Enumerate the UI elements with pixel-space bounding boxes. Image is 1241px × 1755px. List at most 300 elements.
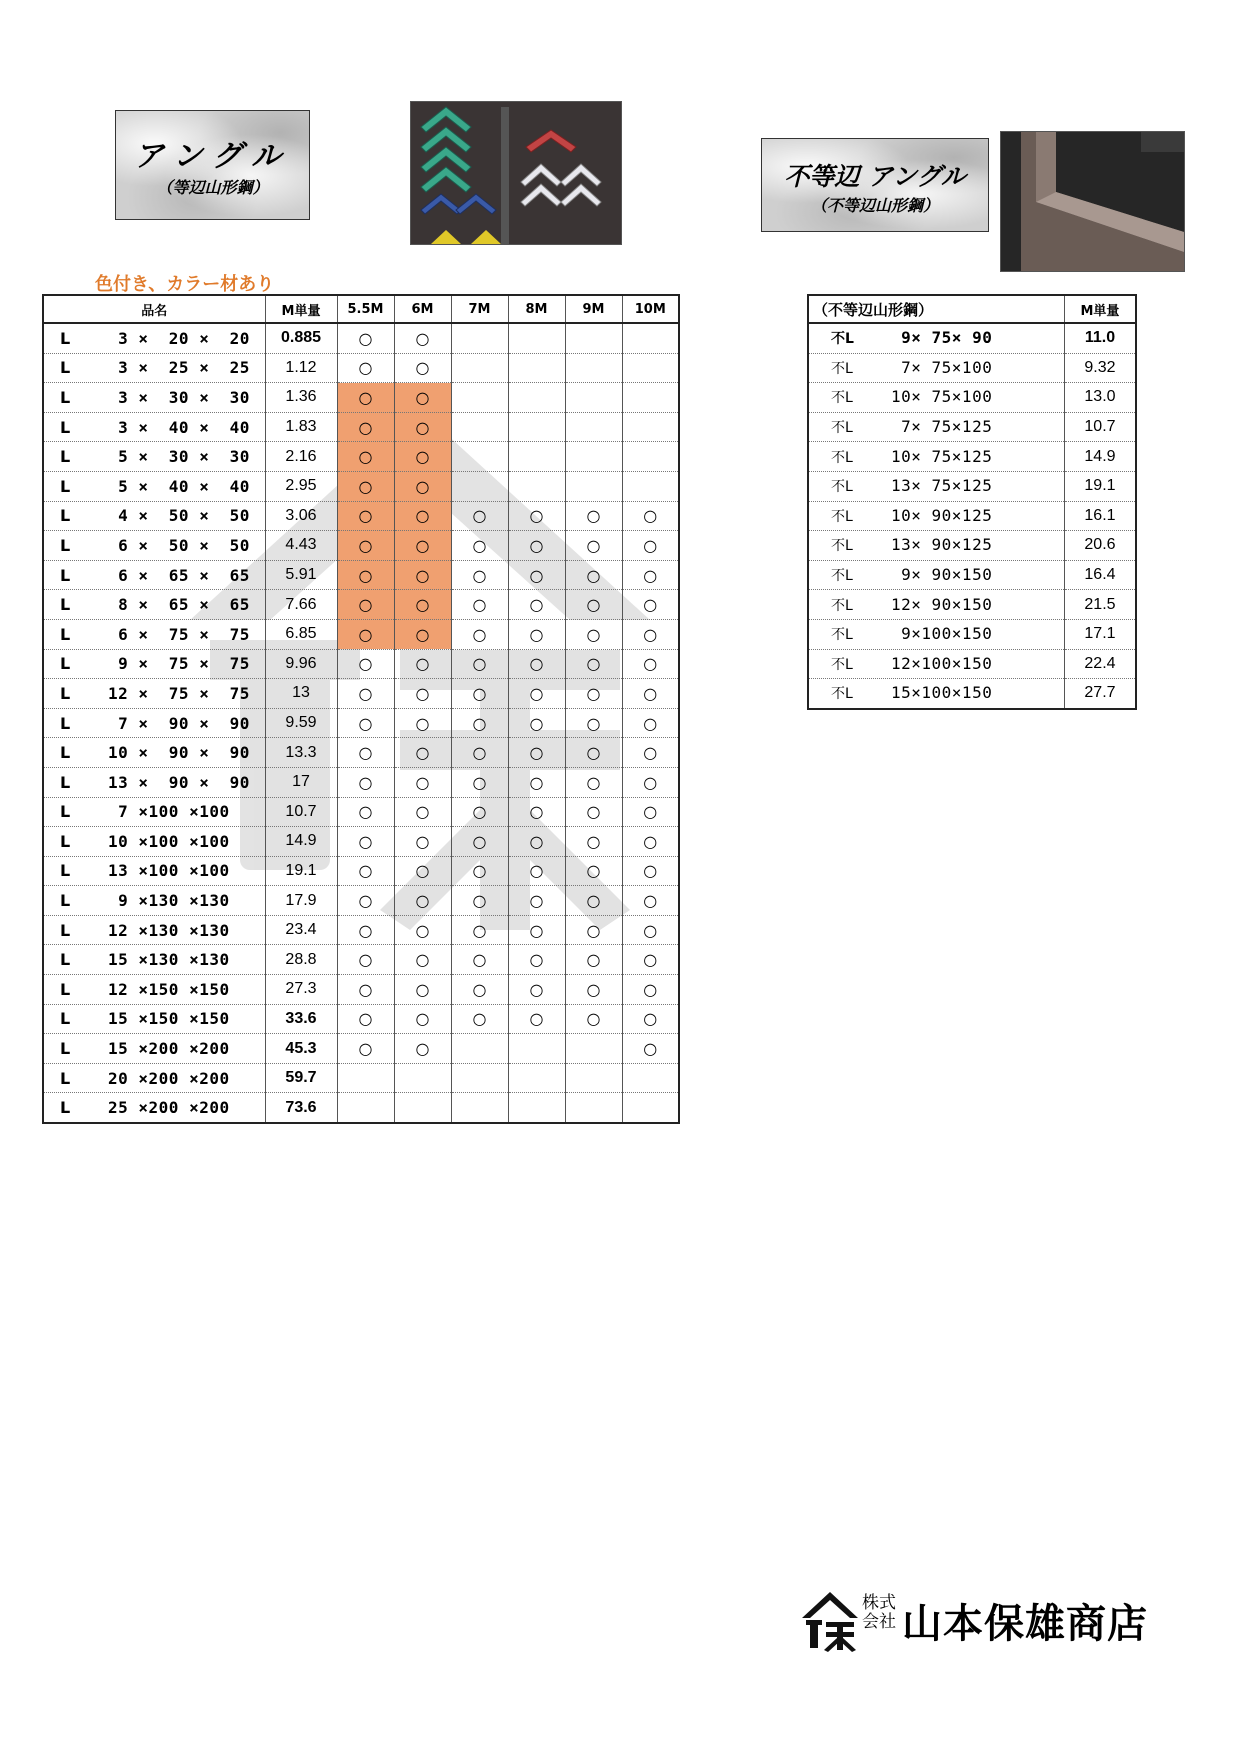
product-dimensions: 9 × 75 × 75 — [108, 654, 250, 674]
product-type: L — [60, 920, 71, 940]
availability-cell: ○ — [394, 442, 451, 472]
product-name-cell — [808, 679, 1064, 709]
product-dimensions: 6 × 50 × 50 — [108, 535, 250, 555]
company-logo — [800, 1588, 1180, 1658]
product-name-cell — [43, 886, 265, 916]
availability-cell: ○ — [394, 619, 451, 649]
product-dimensions: 9× 75× 90 — [891, 328, 993, 348]
availability-cell: ○ — [451, 945, 508, 975]
header-7m: 7M — [451, 295, 508, 323]
product-name-cell — [43, 915, 265, 945]
availability-cell: ○ — [565, 649, 622, 679]
product-name-cell — [808, 442, 1064, 472]
product-type: L — [60, 624, 71, 644]
product-type: 不L — [831, 390, 853, 407]
availability-cell: ○ — [337, 975, 394, 1005]
availability-cell: ○ — [622, 1004, 679, 1034]
availability-cell: ○ — [508, 886, 565, 916]
availability-cell: ○ — [337, 945, 394, 975]
product-type: L — [60, 891, 71, 911]
availability-cell — [508, 1093, 565, 1123]
table-row — [43, 590, 679, 620]
product-dimensions: 3 × 20 × 20 — [108, 328, 250, 348]
availability-cell — [451, 323, 508, 353]
product-name-cell — [43, 975, 265, 1005]
availability-cell: ○ — [394, 945, 451, 975]
product-dimensions: 7× 75×125 — [891, 417, 993, 437]
unit-weight: 9.59 — [265, 708, 337, 738]
availability-cell: ○ — [337, 383, 394, 413]
availability-cell — [337, 1093, 394, 1123]
availability-cell: ○ — [394, 531, 451, 561]
product-type: 不L — [831, 508, 853, 525]
header-name: 品名 — [43, 295, 265, 323]
availability-cell: ○ — [451, 797, 508, 827]
availability-cell: ○ — [565, 797, 622, 827]
table-row — [43, 767, 679, 797]
table-row — [808, 412, 1136, 442]
availability-cell: ○ — [394, 679, 451, 709]
availability-cell — [508, 471, 565, 501]
product-type: L — [60, 1009, 71, 1029]
unit-weight: 45.3 — [265, 1034, 337, 1064]
unit-weight: 11.0 — [1064, 323, 1136, 353]
product-type: L — [60, 595, 71, 615]
table-row — [43, 412, 679, 442]
product-name-cell — [43, 412, 265, 442]
availability-cell — [565, 1063, 622, 1093]
availability-cell: ○ — [451, 590, 508, 620]
product-type: 不L — [831, 686, 853, 703]
product-dimensions: 9 ×130 ×130 — [108, 891, 230, 911]
product-dimensions: 12 ×130 ×130 — [108, 920, 230, 940]
availability-cell: ○ — [337, 738, 394, 768]
availability-cell: ○ — [394, 353, 451, 383]
product-type: L — [60, 1098, 71, 1118]
availability-cell: ○ — [394, 323, 451, 353]
availability-cell: ○ — [508, 619, 565, 649]
availability-cell: ○ — [622, 827, 679, 857]
availability-cell: ○ — [337, 886, 394, 916]
availability-cell: ○ — [337, 856, 394, 886]
table-row — [808, 383, 1136, 413]
unit-weight: 10.7 — [265, 797, 337, 827]
product-type: L — [60, 831, 71, 851]
table-row — [43, 649, 679, 679]
availability-cell: ○ — [337, 471, 394, 501]
product-name-cell — [43, 471, 265, 501]
availability-cell: ○ — [337, 649, 394, 679]
unit-weight: 73.6 — [265, 1093, 337, 1123]
availability-cell: ○ — [565, 708, 622, 738]
product-dimensions: 5 × 30 × 30 — [108, 447, 250, 467]
availability-cell: ○ — [565, 915, 622, 945]
unit-weight: 13.3 — [265, 738, 337, 768]
availability-cell: ○ — [337, 353, 394, 383]
availability-cell: ○ — [451, 886, 508, 916]
header-10m: 10M — [622, 295, 679, 323]
availability-cell — [508, 353, 565, 383]
availability-cell — [622, 323, 679, 353]
availability-cell: ○ — [565, 1004, 622, 1034]
product-dimensions: 10× 75×100 — [891, 387, 993, 407]
availability-cell — [565, 471, 622, 501]
product-dimensions: 15 ×150 ×150 — [108, 1009, 230, 1029]
availability-cell — [622, 383, 679, 413]
product-type: 不L — [831, 449, 853, 466]
product-type: 不L — [831, 627, 853, 644]
unit-weight: 28.8 — [265, 945, 337, 975]
availability-cell: ○ — [337, 590, 394, 620]
table-row — [808, 353, 1136, 383]
company-type-label — [862, 1594, 902, 1632]
availability-cell: ○ — [622, 975, 679, 1005]
unit-weight: 14.9 — [1064, 442, 1136, 472]
product-type: 不L — [831, 479, 853, 496]
product-dimensions: 20 ×200 ×200 — [108, 1068, 230, 1088]
product-name-cell — [43, 353, 265, 383]
availability-cell: ○ — [337, 412, 394, 442]
unit-weight: 9.32 — [1064, 353, 1136, 383]
table-row — [43, 945, 679, 975]
product-dimensions: 10× 90×125 — [891, 505, 993, 525]
table-row — [43, 471, 679, 501]
product-type: L — [60, 447, 71, 467]
availability-cell — [451, 1034, 508, 1064]
availability-cell — [565, 442, 622, 472]
availability-cell: ○ — [508, 827, 565, 857]
product-name-cell — [43, 501, 265, 531]
availability-cell: ○ — [337, 915, 394, 945]
product-type: 不L — [831, 420, 853, 437]
unequal-table-header-row — [808, 295, 1136, 323]
product-type: L — [60, 979, 71, 999]
table-row — [43, 679, 679, 709]
table-row — [43, 442, 679, 472]
colored-angle-photo — [410, 101, 622, 245]
availability-cell — [622, 471, 679, 501]
product-name-cell — [43, 945, 265, 975]
product-dimensions: 13 ×100 ×100 — [108, 861, 230, 881]
product-name-cell — [43, 767, 265, 797]
product-type: L — [60, 802, 71, 822]
availability-cell — [451, 471, 508, 501]
availability-cell — [622, 1063, 679, 1093]
table-row — [808, 619, 1136, 649]
availability-cell: ○ — [337, 767, 394, 797]
availability-cell: ○ — [565, 590, 622, 620]
unit-weight: 17.9 — [265, 886, 337, 916]
unit-weight: 16.1 — [1064, 501, 1136, 531]
product-type: L — [60, 772, 71, 792]
availability-cell — [622, 1093, 679, 1123]
product-dimensions: 13× 90×125 — [891, 535, 993, 555]
availability-cell: ○ — [622, 531, 679, 561]
table-row — [808, 560, 1136, 590]
availability-cell: ○ — [451, 649, 508, 679]
availability-cell: ○ — [394, 975, 451, 1005]
unit-weight: 6.85 — [265, 619, 337, 649]
availability-cell: ○ — [337, 708, 394, 738]
availability-cell: ○ — [394, 915, 451, 945]
product-dimensions: 15 ×200 ×200 — [108, 1039, 230, 1059]
product-dimensions: 12×100×150 — [891, 653, 993, 673]
availability-cell: ○ — [622, 560, 679, 590]
availability-cell: ○ — [565, 767, 622, 797]
unequal-angle-title-plaque — [761, 138, 989, 232]
availability-cell: ○ — [394, 1034, 451, 1064]
product-dimensions: 10× 75×125 — [891, 446, 993, 466]
availability-cell: ○ — [337, 442, 394, 472]
availability-cell: ○ — [451, 501, 508, 531]
availability-cell — [451, 1093, 508, 1123]
product-name-cell — [43, 679, 265, 709]
header-9m: 9M — [565, 295, 622, 323]
availability-cell: ○ — [508, 531, 565, 561]
unit-weight: 3.06 — [265, 501, 337, 531]
unit-weight: 17.1 — [1064, 619, 1136, 649]
availability-cell: ○ — [508, 738, 565, 768]
availability-cell: ○ — [622, 767, 679, 797]
availability-cell: ○ — [451, 915, 508, 945]
unit-weight: 10.7 — [1064, 412, 1136, 442]
availability-cell — [508, 383, 565, 413]
unit-weight: 14.9 — [265, 827, 337, 857]
product-name-cell — [43, 619, 265, 649]
unit-weight: 16.4 — [1064, 560, 1136, 590]
availability-cell: ○ — [337, 1004, 394, 1034]
availability-cell: ○ — [337, 1034, 394, 1064]
availability-cell: ○ — [622, 1034, 679, 1064]
unit-weight: 23.4 — [265, 915, 337, 945]
availability-cell: ○ — [394, 412, 451, 442]
equal-angle-table — [42, 294, 680, 1124]
availability-cell: ○ — [508, 649, 565, 679]
availability-cell: ○ — [451, 856, 508, 886]
availability-cell: ○ — [337, 797, 394, 827]
product-name-cell — [43, 738, 265, 768]
table-row — [43, 1063, 679, 1093]
availability-cell — [565, 1093, 622, 1123]
availability-cell: ○ — [508, 1004, 565, 1034]
availability-cell: ○ — [451, 679, 508, 709]
product-type: L — [60, 1039, 71, 1059]
availability-cell: ○ — [394, 471, 451, 501]
table-row — [808, 471, 1136, 501]
product-dimensions: 7× 75×100 — [891, 357, 993, 377]
availability-cell: ○ — [508, 856, 565, 886]
availability-cell: ○ — [565, 856, 622, 886]
availability-cell: ○ — [508, 767, 565, 797]
availability-cell — [565, 323, 622, 353]
product-name-cell — [43, 1093, 265, 1123]
company-name: 山本保雄商店 — [902, 1600, 1148, 1647]
availability-cell: ○ — [337, 827, 394, 857]
availability-cell: ○ — [508, 679, 565, 709]
table-row — [808, 531, 1136, 561]
availability-cell — [622, 442, 679, 472]
product-name-cell — [808, 531, 1064, 561]
availability-cell: ○ — [394, 797, 451, 827]
availability-cell: ○ — [394, 501, 451, 531]
availability-cell — [451, 1063, 508, 1093]
availability-cell: ○ — [565, 886, 622, 916]
product-type: L — [60, 743, 71, 763]
availability-cell: ○ — [451, 738, 508, 768]
availability-cell: ○ — [622, 738, 679, 768]
availability-cell — [451, 442, 508, 472]
product-type: L — [60, 713, 71, 733]
product-dimensions: 13 × 90 × 90 — [108, 772, 250, 792]
table-row — [43, 975, 679, 1005]
company-crest-icon — [800, 1590, 860, 1652]
product-type: 不L — [831, 656, 853, 673]
availability-cell: ○ — [508, 708, 565, 738]
table-row — [43, 915, 679, 945]
availability-cell: ○ — [451, 827, 508, 857]
availability-cell: ○ — [394, 560, 451, 590]
product-dimensions: 6 × 65 × 65 — [108, 565, 250, 585]
availability-cell: ○ — [451, 708, 508, 738]
availability-cell: ○ — [622, 797, 679, 827]
unit-weight: 4.43 — [265, 531, 337, 561]
product-name-cell — [808, 471, 1064, 501]
unit-weight: 21.5 — [1064, 590, 1136, 620]
table-row — [808, 590, 1136, 620]
availability-cell — [565, 1034, 622, 1064]
product-type: 不L — [831, 597, 853, 614]
availability-cell — [565, 383, 622, 413]
product-name-cell — [808, 649, 1064, 679]
product-name-cell — [43, 560, 265, 590]
product-name-cell — [43, 590, 265, 620]
product-name-cell — [808, 412, 1064, 442]
angle-bars-image-icon — [411, 102, 621, 244]
product-type: 不L — [831, 331, 854, 348]
table-row — [808, 323, 1136, 353]
table-row — [43, 501, 679, 531]
unit-weight: 33.6 — [265, 1004, 337, 1034]
product-name-cell — [43, 383, 265, 413]
table-row — [808, 501, 1136, 531]
unit-weight: 0.885 — [265, 323, 337, 353]
availability-cell — [508, 1034, 565, 1064]
product-dimensions: 10 ×100 ×100 — [108, 831, 230, 851]
availability-cell: ○ — [622, 856, 679, 886]
product-name-cell — [808, 323, 1064, 353]
product-name-cell — [808, 383, 1064, 413]
table-row — [43, 619, 679, 649]
equal-angle-title-plaque — [115, 110, 310, 220]
product-type: L — [60, 387, 71, 407]
unit-weight: 22.4 — [1064, 649, 1136, 679]
availability-cell: ○ — [394, 708, 451, 738]
availability-cell — [394, 1063, 451, 1093]
table-row — [43, 1093, 679, 1123]
company-type-top: 株式 — [862, 1593, 896, 1613]
product-name-cell — [43, 1063, 265, 1093]
unit-weight: 1.83 — [265, 412, 337, 442]
availability-cell: ○ — [565, 827, 622, 857]
product-dimensions: 15 ×130 ×130 — [108, 950, 230, 970]
product-name-cell — [43, 1034, 265, 1064]
product-dimensions: 13× 75×125 — [891, 476, 993, 496]
availability-cell: ○ — [451, 531, 508, 561]
availability-cell: ○ — [622, 501, 679, 531]
product-type: L — [60, 1068, 71, 1088]
availability-cell: ○ — [394, 886, 451, 916]
table-row — [43, 886, 679, 916]
unit-weight: 9.96 — [265, 649, 337, 679]
availability-cell: ○ — [622, 886, 679, 916]
availability-cell — [622, 412, 679, 442]
unequal-header-weight: M単量 — [1064, 295, 1136, 323]
availability-cell: ○ — [394, 767, 451, 797]
unit-weight: 19.1 — [265, 856, 337, 886]
product-type: L — [60, 506, 71, 526]
product-type: L — [60, 654, 71, 674]
product-name-cell — [808, 501, 1064, 531]
availability-cell: ○ — [451, 1004, 508, 1034]
unequal-angle-image-icon — [1001, 132, 1184, 271]
product-dimensions: 12 ×150 ×150 — [108, 979, 230, 999]
unit-weight: 1.36 — [265, 383, 337, 413]
table-row — [43, 323, 679, 353]
availability-cell: ○ — [337, 619, 394, 649]
unequal-angle-title: 不等辺 アングル — [784, 162, 966, 191]
table-row — [43, 856, 679, 886]
unit-weight: 27.7 — [1064, 679, 1136, 709]
availability-cell: ○ — [565, 975, 622, 1005]
availability-cell: ○ — [337, 501, 394, 531]
availability-cell — [451, 353, 508, 383]
availability-cell: ○ — [622, 649, 679, 679]
availability-cell — [565, 412, 622, 442]
color-material-note: 色付き、カラー材あり — [95, 274, 275, 295]
unequal-angle-subtitle: （不等辺山形鋼） — [810, 196, 939, 215]
unit-weight: 2.95 — [265, 471, 337, 501]
product-name-cell — [43, 708, 265, 738]
availability-cell: ○ — [451, 560, 508, 590]
unit-weight: 7.66 — [265, 590, 337, 620]
availability-cell: ○ — [394, 827, 451, 857]
product-name-cell — [43, 442, 265, 472]
availability-cell: ○ — [508, 797, 565, 827]
equal-angle-subtitle: （等辺山形鋼） — [156, 178, 269, 197]
availability-cell: ○ — [565, 560, 622, 590]
availability-cell: ○ — [508, 501, 565, 531]
availability-cell: ○ — [565, 945, 622, 975]
product-name-cell — [808, 560, 1064, 590]
availability-cell: ○ — [622, 679, 679, 709]
product-name-cell — [43, 649, 265, 679]
product-name-cell — [808, 353, 1064, 383]
table-row — [43, 797, 679, 827]
product-type: 不L — [831, 568, 853, 585]
unequal-header-name: （不等辺山形鋼） — [808, 295, 1064, 323]
availability-cell: ○ — [622, 915, 679, 945]
availability-cell: ○ — [394, 1004, 451, 1034]
availability-cell: ○ — [337, 323, 394, 353]
header-6m: 6M — [394, 295, 451, 323]
product-dimensions: 12× 90×150 — [891, 594, 993, 614]
unit-weight: 13 — [265, 679, 337, 709]
header-5-5m: 5.5M — [337, 295, 394, 323]
availability-cell — [508, 442, 565, 472]
company-type-bottom: 会社 — [862, 1612, 896, 1632]
equal-angle-title: アングル — [133, 139, 292, 174]
product-dimensions: 3 × 40 × 40 — [108, 417, 250, 437]
